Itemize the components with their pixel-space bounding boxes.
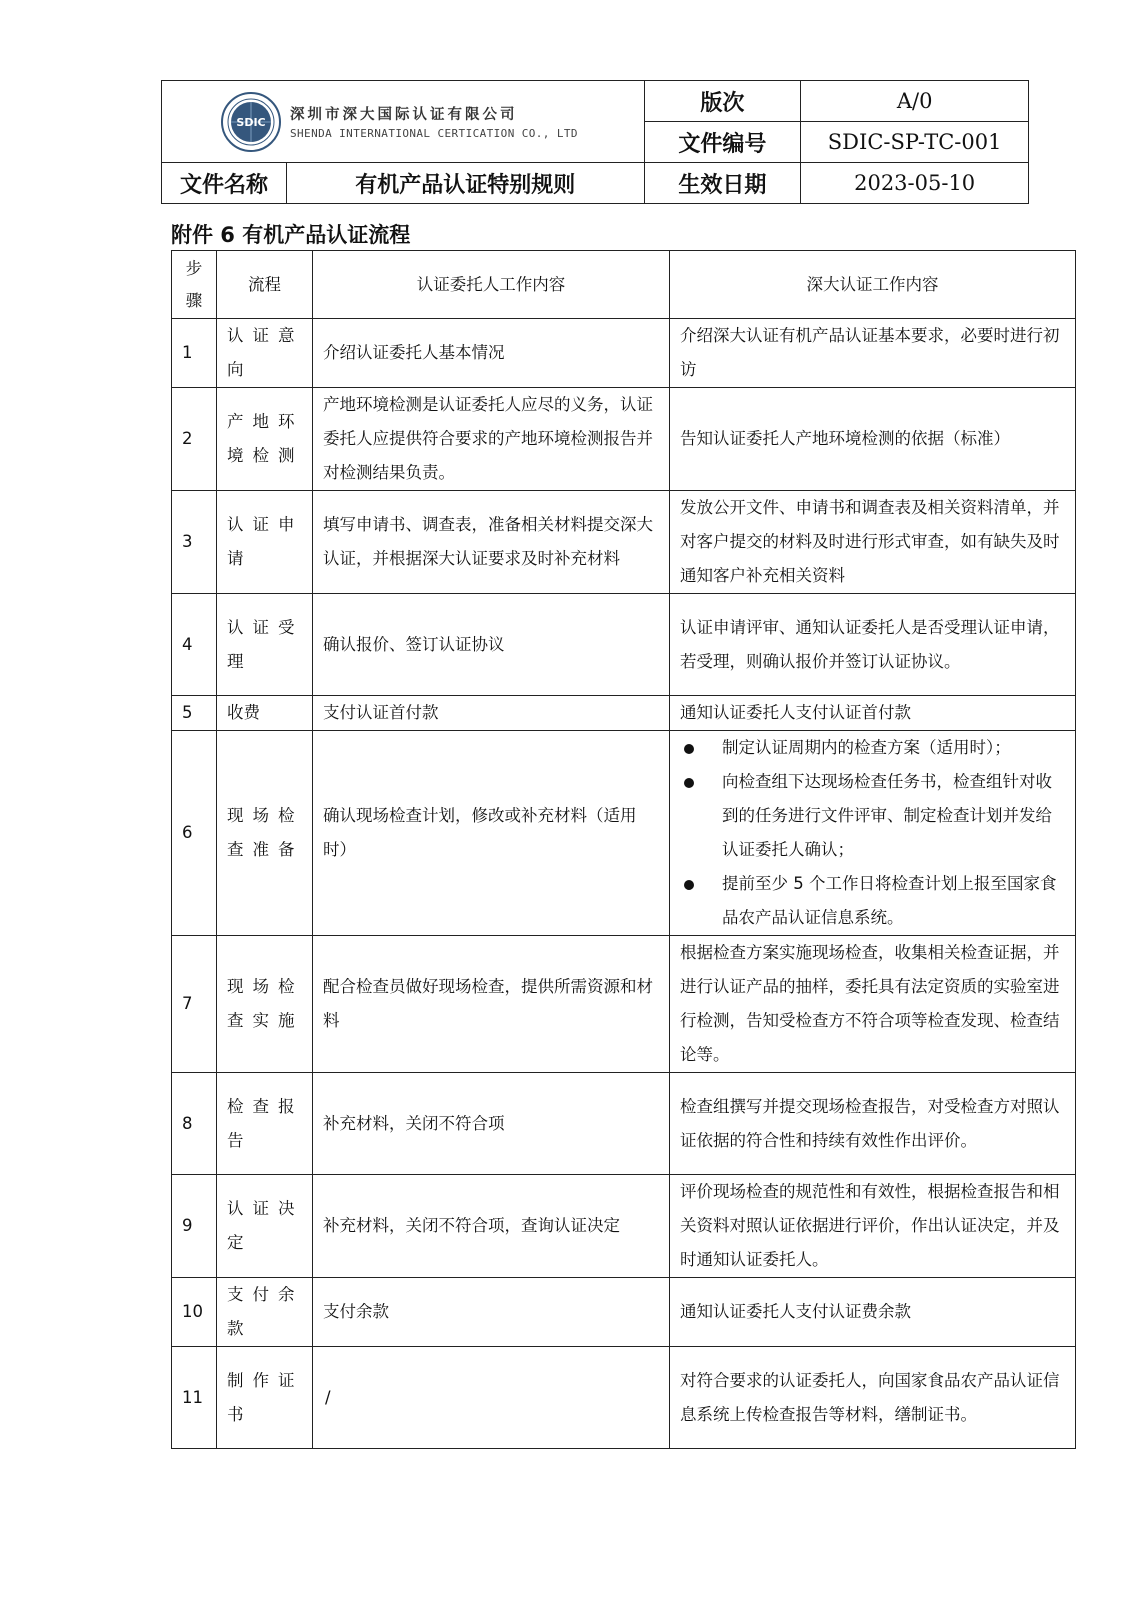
sdic-work: 评价现场检查的规范性和有效性，根据检查报告和相关资料对照认证依据进行评价，作出认证决定，并及时通知认证委托人。: [670, 1175, 1076, 1278]
flow-step: 支付余款: [217, 1278, 313, 1347]
sdic-work: [670, 731, 1076, 936]
flow-step: 认证受理: [217, 594, 313, 696]
list-item: 制定认证周期内的检查方案（适用时）；: [680, 731, 1065, 765]
sdic-work: 根据检查方案实施现场检查，收集相关检查证据，并进行认证产品的抽样，委托具有法定资质的实验室进行检测，告知受检查方不符合项等检查发现、检查结论等。: [670, 936, 1076, 1073]
flow-step: 认证意向: [217, 319, 313, 388]
table-row: [172, 1347, 1076, 1449]
step-number: 7: [172, 936, 217, 1073]
flow-step: 制作证书: [217, 1347, 313, 1449]
table-row: [172, 1278, 1076, 1347]
client-work: 支付认证首付款: [313, 696, 670, 731]
section-title: 附件 6 有机产品认证流程: [171, 223, 411, 247]
sdic-work-bullets: [680, 731, 1065, 935]
step-number: 5: [172, 696, 217, 731]
step-number: 4: [172, 594, 217, 696]
step-number: 8: [172, 1073, 217, 1175]
effective-date-value: 2023-05-10: [801, 163, 1029, 204]
flow-step: 认证决定: [217, 1175, 313, 1278]
effective-date-label: 生效日期: [644, 163, 801, 204]
client-work: 填写申请书、调查表，准备相关材料提交深大认证，并根据深大认证要求及时补充材料: [313, 491, 670, 594]
client-work: 配合检查员做好现场检查，提供所需资源和材料: [313, 936, 670, 1073]
document-header: [161, 80, 1029, 204]
client-work: 确认现场检查计划，修改或补充材料（适用时）: [313, 731, 670, 936]
header-flow: 流程: [217, 251, 313, 319]
step-number: 11: [172, 1347, 217, 1449]
version-value: A/0: [801, 81, 1029, 122]
table-row: [172, 594, 1076, 696]
step-number: 2: [172, 388, 217, 491]
sdic-work: 通知认证委托人支付认证费余款: [670, 1278, 1076, 1347]
header-step: 步骤: [172, 251, 217, 319]
table-row: [172, 1073, 1076, 1175]
table-row: [172, 319, 1076, 388]
company-name-en: SHENDA INTERNATIONAL CERTICATION CO., LTD: [290, 127, 578, 140]
flow-step: 检查报告: [217, 1073, 313, 1175]
table-row: [172, 936, 1076, 1073]
doc-number-label: 文件编号: [644, 122, 801, 163]
step-number: 6: [172, 731, 217, 936]
company-name-cn: 深圳市深大国际认证有限公司: [290, 107, 518, 123]
sdic-work: 认证申请评审、通知认证委托人是否受理认证申请，若受理，则确认报价并签订认证协议。: [670, 594, 1076, 696]
client-work: 补充材料，关闭不符合项，查询认证决定: [313, 1175, 670, 1278]
sdic-work: 介绍深大认证有机产品认证基本要求，必要时进行初访: [670, 319, 1076, 388]
flow-step: 现场检查准备: [217, 731, 313, 936]
table-row: [172, 696, 1076, 731]
step-number: 9: [172, 1175, 217, 1278]
client-work: 确认报价、签订认证协议: [313, 594, 670, 696]
doc-name-label: 文件名称: [162, 163, 287, 204]
client-work: 介绍认证委托人基本情况: [313, 319, 670, 388]
step-number: 10: [172, 1278, 217, 1347]
company-logo-block: [162, 81, 645, 163]
sdic-work: 发放公开文件、申请书和调查表及相关资料清单，并对客户提交的材料及时进行形式审查，如有缺失及时通知客户补充相关资料: [670, 491, 1076, 594]
client-work: 补充材料，关闭不符合项: [313, 1073, 670, 1175]
table-row: [172, 1175, 1076, 1278]
sdic-work: 检查组撰写并提交现场检查报告，对受检查方对照认证依据的符合性和持续有效性作出评价。: [670, 1073, 1076, 1175]
list-item: 提前至少 5 个工作日将检查计划上报至国家食品农产品认证信息系统。: [680, 867, 1065, 935]
step-number: 1: [172, 319, 217, 388]
flow-step: 收费: [217, 696, 313, 731]
client-work: 支付余款: [313, 1278, 670, 1347]
logo-text: SDIC: [236, 115, 266, 129]
header-sdic-work: 深大认证工作内容: [670, 251, 1076, 319]
sdic-logo-icon: [220, 91, 282, 153]
flow-step: 认证申请: [217, 491, 313, 594]
certification-process-table: [171, 250, 1076, 1449]
table-row: [172, 491, 1076, 594]
version-label: 版次: [644, 81, 801, 122]
table-row: [172, 388, 1076, 491]
client-work: /: [313, 1347, 670, 1449]
sdic-work: 对符合要求的认证委托人，向国家食品农产品认证信息系统上传检查报告等材料，缮制证书。: [670, 1347, 1076, 1449]
sdic-work: 告知认证委托人产地环境检测的依据（标准）: [670, 388, 1076, 491]
list-item: 向检查组下达现场检查任务书，检查组针对收到的任务进行文件评审、制定检查计划并发给认证委托人确认；: [680, 765, 1065, 867]
doc-number-value: SDIC-SP-TC-001: [801, 122, 1029, 163]
step-number: 3: [172, 491, 217, 594]
table-row: [172, 731, 1076, 936]
sdic-work: 通知认证委托人支付认证首付款: [670, 696, 1076, 731]
header-client-work: 认证委托人工作内容: [313, 251, 670, 319]
client-work: 产地环境检测是认证委托人应尽的义务，认证委托人应提供符合要求的产地环境检测报告并对检测结果负责。: [313, 388, 670, 491]
flow-step: 现场检查实施: [217, 936, 313, 1073]
doc-name-value: 有机产品认证特别规则: [286, 163, 644, 204]
flow-step: 产地环境检测: [217, 388, 313, 491]
